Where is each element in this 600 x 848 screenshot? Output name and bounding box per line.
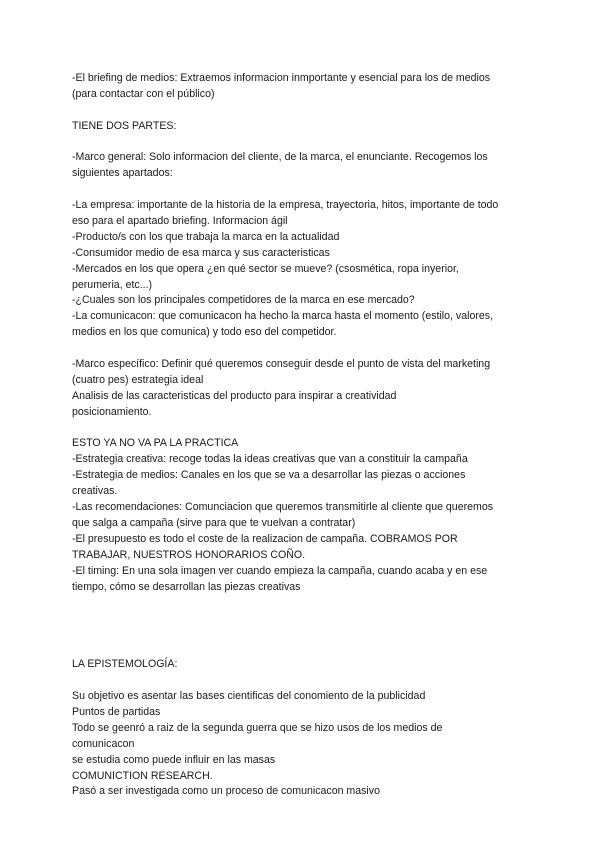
text-line: -Estrategia de medios: Canales en los que se va a desarrollar las piezas o acciones [72, 469, 466, 482]
text-line: -Las recomendaciones: Comunciacion que queremos transmitirle al cliente que queremos [72, 501, 494, 514]
text-line: Analisis de las caracteristicas del producto para inspirar a creatividad [72, 389, 397, 402]
text-line: -Marco específico: Definir qué queremos conseguir desde el punto de vista del marketing [72, 358, 491, 371]
text-line: que salga a campaña (sirve para que te vuelvan a contratar) [72, 516, 356, 529]
text-line: Pasó a ser investigada como un proceso de comunicacon masivo [72, 785, 380, 798]
text-line: se estudia como puede influir en las masas [72, 753, 276, 766]
text-line: siguientes apartados: [72, 167, 173, 180]
text-line: eso para el apartado briefing. Informacion ágil [72, 215, 288, 228]
text-line: medios en los que comunica) y todo eso del competidor. [72, 326, 337, 339]
text-line: -¿Cuales son los principales competidores de la marca en ese mercado? [72, 294, 415, 307]
text-line: perumeria, etc...) [72, 278, 153, 291]
text-line: -Mercados en los que opera ¿en qué sector se mueve? (csosmética, ropa inyerior, [72, 262, 459, 275]
text-line: TRABAJAR, NUESTROS HONORARIOS COÑO. [72, 548, 306, 561]
text-line: tiempo, cómo se desarrollan las piezas creativas [72, 580, 301, 593]
text-line: -La comunicacon: que comunicacon ha hecho la marca hasta el momento (estilo, valores, [72, 310, 494, 323]
section-heading: ESTO YA NO VA PA LA PRACTICA [72, 437, 239, 450]
text-line: (para contactar con el público) [72, 87, 215, 100]
section-heading: TIENE DOS PARTES: [72, 119, 177, 132]
text-line: -Estrategia creativa: recoge todas la ideas creativas que van a constituir la campaña [72, 453, 468, 466]
text-line: (cuatro pes) estrategia ideal [72, 373, 204, 386]
text-line: -Marco general: Solo informacion del cliente, de la marca, el enunciante. Recogemos los [72, 151, 488, 164]
text-line: -El timing: En una sola imagen ver cuando empieza la campaña, cuando acaba y en ese [72, 564, 488, 577]
text-line: -Producto/s con los que trabaja la marca en la actualidad [72, 230, 340, 243]
section-heading: LA EPISTEMOLOGÍA: [72, 658, 178, 671]
text-line: -Consumidor medio de esa marca y sus caracteristicas [72, 246, 330, 259]
text-line: COMUNICTION RESEARCH. [72, 769, 213, 782]
text-line: Todo se geenró a raiz de la segunda guerra que se hizo usos de los medios de [72, 721, 443, 734]
document-body [72, 71, 532, 800]
text-line: creativas. [72, 485, 118, 498]
text-line: posicionamiento. [72, 405, 152, 418]
text-line: -El presupuesto es todo el coste de la realizacion de campaña. COBRAMOS POR [72, 532, 458, 545]
text-line: Puntos de partidas [72, 705, 161, 718]
text-line: -La empresa: importante de la historia de la empresa, trayectoria, hitos, importante de todo [72, 199, 499, 212]
text-line: comunicacon [72, 737, 135, 750]
text-line: Su objetivo es asentar las bases cientificas del conomiento de la publicidad [72, 690, 426, 703]
text-line: -El briefing de medios: Extraemos informacion inmportante y esencial para los de medios [72, 72, 491, 84]
